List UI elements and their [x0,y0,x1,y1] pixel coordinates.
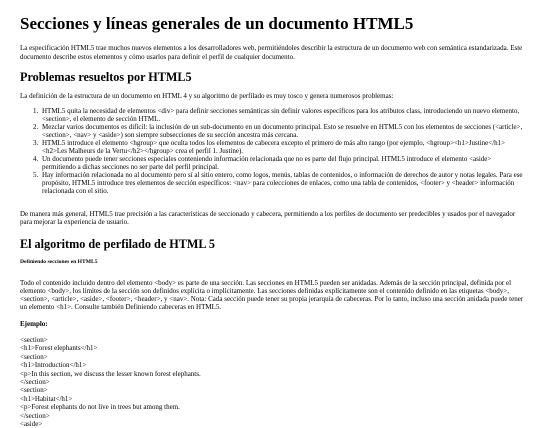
closing-paragraph: De manera más general, HTML5 trae precisión a las características de seccionado y cabecera, permitiendo a los perfiles de documento ser predecibles y usados por el navegador para mejorar la experiencia de usuario. [20,209,516,227]
code-line: <aside> [20,419,43,428]
example-label: Ejemplo: [20,319,48,328]
problems-lead-paragraph: La definición de la estructura de un documento en HTML 4 y su algoritmo de perfilado es muy tosco y genera numerosos problemas: [20,92,394,100]
section-heading-algorithm: El algoritmo de perfilado de HTML 5 [20,236,215,251]
problems-list [20,107,526,196]
list-item: 4. Un documento puede tener secciones especiales conteniendo información relacionada que no es parte del flujo principal. HTML5 introduce el elemento <aside> permitiendo a dichas secciones no ser parte del perfil principal. [40,155,526,171]
list-item: 5. Hay información relacionada no al documento pero sí al sitio entero, como logos, menús, tablas de contenidos, o información de derechos de autor y notas legales. Para ese propósito, HTML5 introduce tres elementos de sección específicos: <nav> para colecciones de enlaces, como una tabla de contenidos, <footer> y <header> información relacionada con el sitio. [40,171,526,195]
code-line: </section> [20,411,50,420]
code-line: <section> [20,386,48,395]
code-line: <section> [20,352,48,361]
code-line: </section> [20,377,50,386]
sections-body-paragraph: Todo el contenido incluido dentro del elemento <body> es parte de una sección. Las secciones en HTML5 pueden ser anidadas. Además de la sección principal, definida por el elemento <body>, los límites de la sección son definidos explícita o implícitamente. Las secciones definidas explícitamente son el contenido definido en las etiquetas <body>, <section>, <article>, <aside>, <footer>, <header>, y <nav>. Nota: Cada sección puede tener su propia jerarquía de cabeceras. Por lo tanto, incluso una sección anidada puede tener un elemento <h1>. Consulte también Definiendo cabeceras en HTML5. [20,278,524,311]
code-line: <section> [20,335,48,344]
code-line: <h1>Habitat</h1> [20,394,73,403]
code-line: <p>In this section, we discuss the lesser known forest elephants. [20,369,201,378]
code-line: <h1>Introduction</h1> [20,361,87,370]
intro-paragraph: La especificación HTML5 trae muchos nuevos elementos a los desarrolladores web, permitiéndoles describir la estructura de un documento web con semántica estandarizada. Este documento describe estos elementos y cómo usarlos para definir el perfil de cualquier documento. [20,44,523,61]
list-item: 1. HTML5 quita la necesidad de elementos <div> para definir secciones semánticas sin definir valores específicos para los atributos class, introduciendo un nuevo elemento, <section>, el elemento de sección HTML. [40,107,526,123]
subsection-heading: Definiendo secciones en HTML5 [20,258,98,265]
section-heading-problems: Problemas resueltos por HTML5 [20,70,192,84]
code-line: <h1>Forest elephants</h1> [20,344,98,353]
code-line: <p>Forest elephants do not live in trees but among them. [20,403,180,412]
code-example [20,336,526,428]
list-item: 2. Mezclar varios documentos es difícil: la inclusión de un sub-documento en un documento principal. Esto se resuelve en HTML5 con los elementos de secciones (<article>, <section>, <nav> y <aside>) son siempre subsecciones de su sección ancestra más cercana. [40,123,526,139]
list-item: 3. HTML5 introduce el elemento <hgroup> que oculta todos los elementos de cabecera excepto el primero de más alto rango (por ejemplo, <hgroup><h1>Justine</h1><h2>Les Malheurs de la Vertu</h2></hgroup> crea el perfil 1. Justine). [40,139,526,155]
page-title: Secciones y líneas generales de un documento HTML5 [20,14,414,33]
